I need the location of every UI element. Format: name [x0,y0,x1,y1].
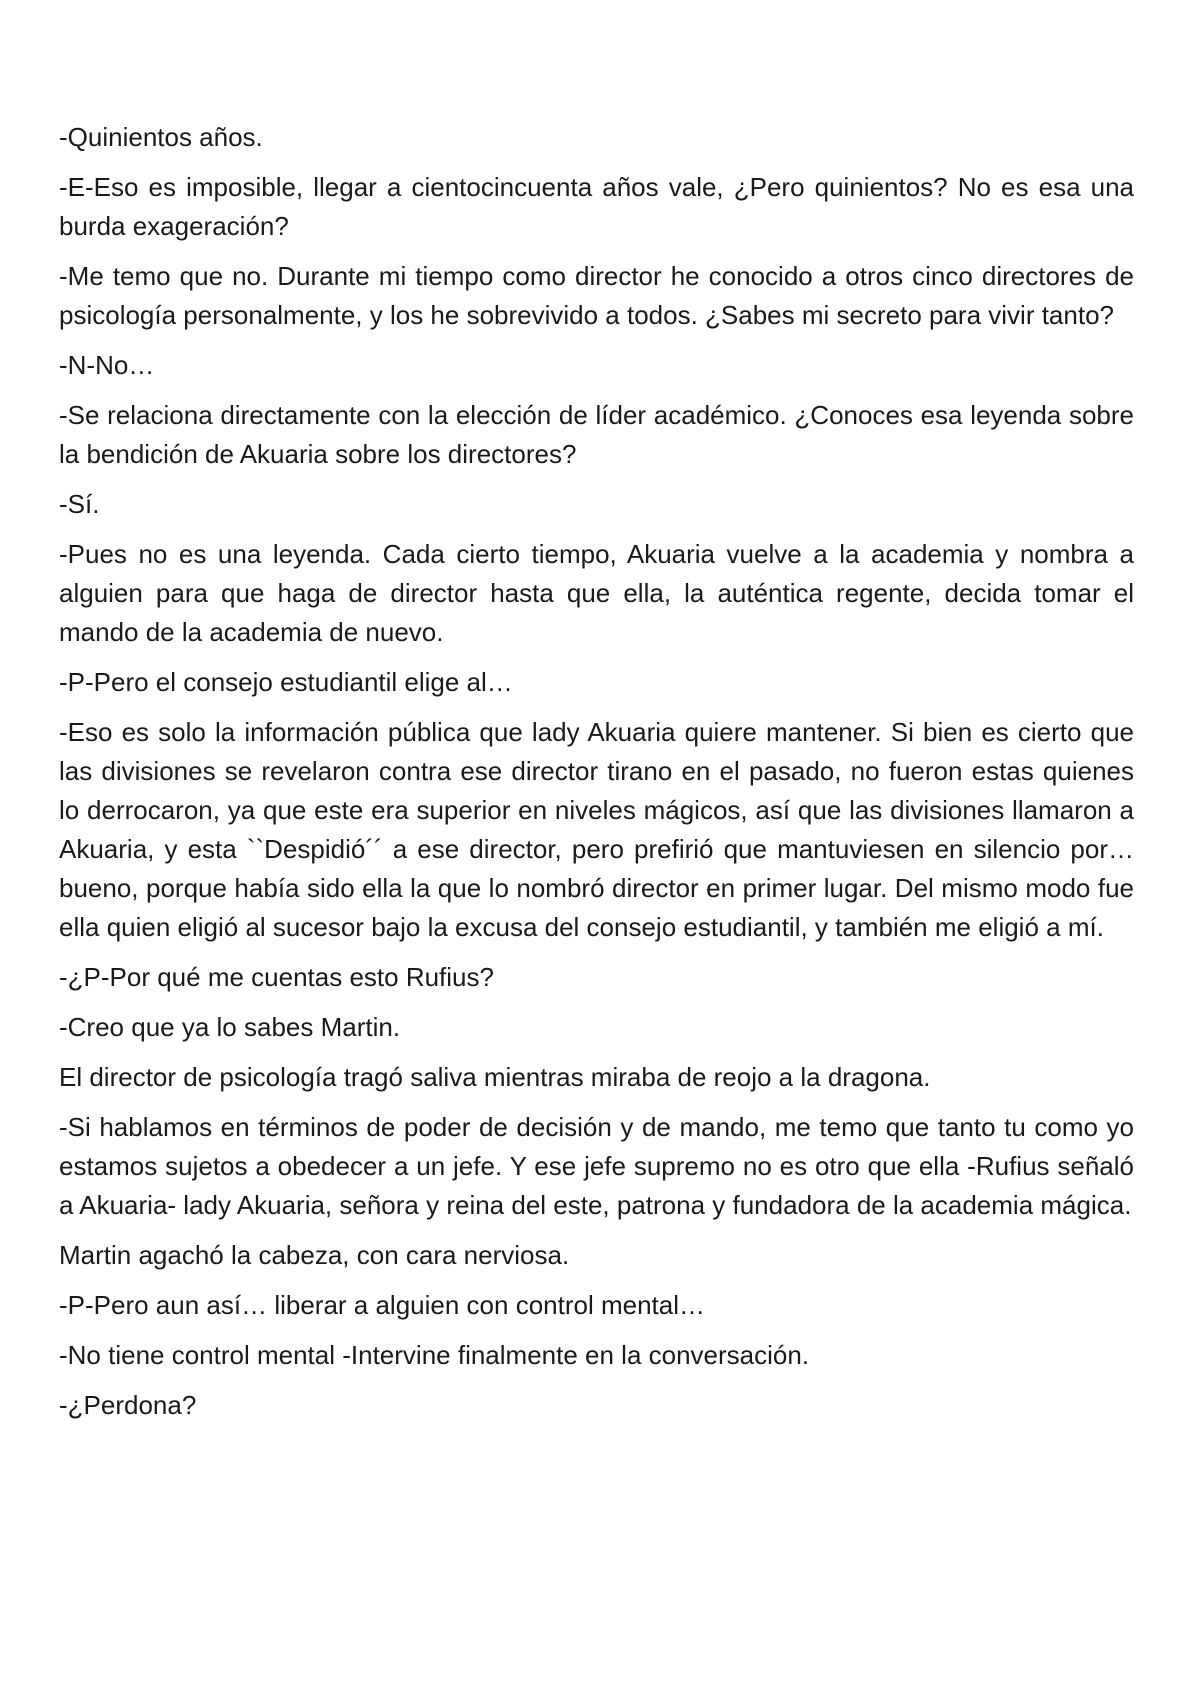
paragraph: -No tiene control mental -Intervine finalmente en la conversación. [59,1340,810,1370]
paragraph: -E-Eso es imposible, llegar a cientocincuenta años vale, ¿Pero quinientos? No es esa una burda exageración? [59,172,1134,241]
paragraph: -Me temo que no. Durante mi tiempo como director he conocido a otros cinco directores de psicología personalmente, y los he sobrevivido a todos. ¿Sabes mi secreto para vivir tanto? [59,261,1134,330]
paragraph: El director de psicología tragó saliva mientras miraba de reojo a la dragona. [59,1062,931,1092]
paragraph: -Eso es solo la información pública que lady Akuaria quiere mantener. Si bien es cierto que las divisiones se revelaron contra ese director tirano en el pasado, no fueron estas quienes lo derrocaron, ya que este era superior en niveles mágicos, así que las divisiones llamaron a Akuaria, y esta ``Despidió´´ a ese director, pero prefirió que mantuviesen en silencio por… bueno, porque había sido ella la que lo nombró director en primer lugar. Del mismo modo fue ella quien eligió al sucesor bajo la excusa del consejo estudiantil, y también me eligió a mí. [59,717,1134,942]
paragraph: -Pues no es una leyenda. Cada cierto tiempo, Akuaria vuelve a la academia y nombra a alguien para que haga de director hasta que ella, la auténtica regente, decida tomar el mando de la academia de nuevo. [59,539,1134,647]
paragraph: -¿P-Por qué me cuentas esto Rufius? [59,962,494,992]
paragraph: -Si hablamos en términos de poder de decisión y de mando, me temo que tanto tu como yo estamos sujetos a obedecer a un jefe. Y ese jefe supremo no es otro que ella -Rufius señaló a Akuaria- lady Akuaria, señora y reina del este, patrona y fundadora de la academia mágica. [59,1112,1134,1220]
paragraph: -Creo que ya lo sabes Martin. [59,1012,401,1042]
paragraph: Martin agachó la cabeza, con cara nerviosa. [59,1240,570,1270]
paragraph: -P-Pero aun así… liberar a alguien con control mental… [59,1290,705,1320]
paragraph: -Se relaciona directamente con la elección de líder académico. ¿Conoces esa leyenda sobre la bendición de Akuaria sobre los directores? [59,400,1134,469]
paragraph: -Quinientos años. [59,122,263,152]
paragraph: -Sí. [59,489,100,519]
document-page [59,118,1134,1436]
paragraph: -P-Pero el consejo estudiantil elige al… [59,667,513,697]
paragraph: -¿Perdona? [59,1390,197,1420]
paragraph: -N-No… [59,350,155,380]
